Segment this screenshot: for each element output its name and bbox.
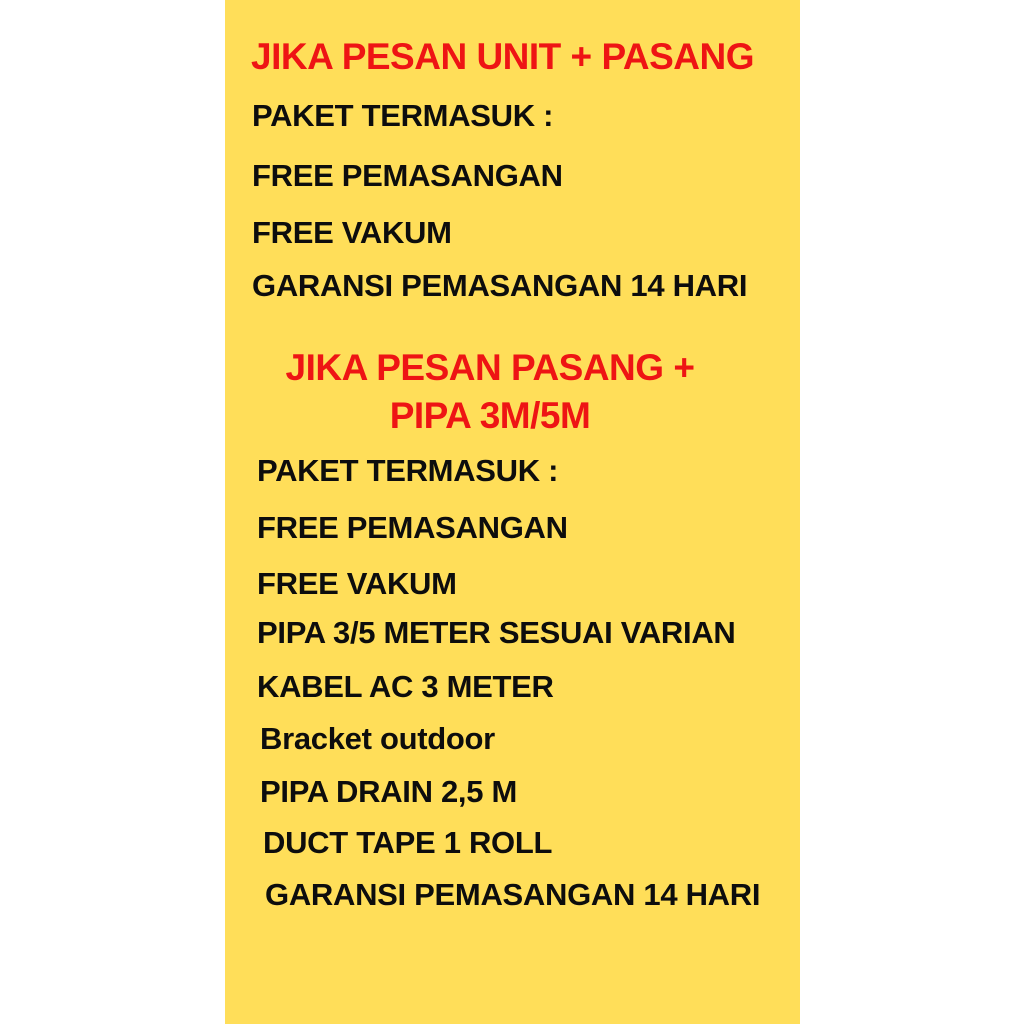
section2-item-kabel-ac: KABEL AC 3 METER [257,669,554,704]
section1-item-paket-termasuk: PAKET TERMASUK : [252,98,554,133]
section2-item-free-pemasangan: FREE PEMASANGAN [257,510,568,545]
section2-heading-line2: PIPA 3M/5M [389,395,591,436]
section1-item-free-pemasangan: FREE PEMASANGAN [252,158,563,193]
section2-item-garansi: GARANSI PEMASANGAN 14 HARI [265,877,761,912]
section2-item-free-vakum: FREE VAKUM [257,566,457,601]
section2-item-pipa-meter: PIPA 3/5 METER SESUAI VARIAN [257,615,736,650]
section2-item-duct-tape: DUCT TAPE 1 ROLL [263,825,553,860]
section2-item-bracket-outdoor: Bracket outdoor [260,721,495,756]
section1-item-free-vakum: FREE VAKUM [252,215,452,250]
section1-item-garansi: GARANSI PEMASANGAN 14 HARI [252,268,748,303]
section2-heading-line1: JIKA PESAN PASANG + [285,347,695,388]
yellow-panel [225,0,800,1024]
section2-item-paket-termasuk: PAKET TERMASUK : [257,453,559,488]
section2-item-pipa-drain: PIPA DRAIN 2,5 M [260,774,518,809]
section1-heading: JIKA PESAN UNIT + PASANG [251,36,755,77]
